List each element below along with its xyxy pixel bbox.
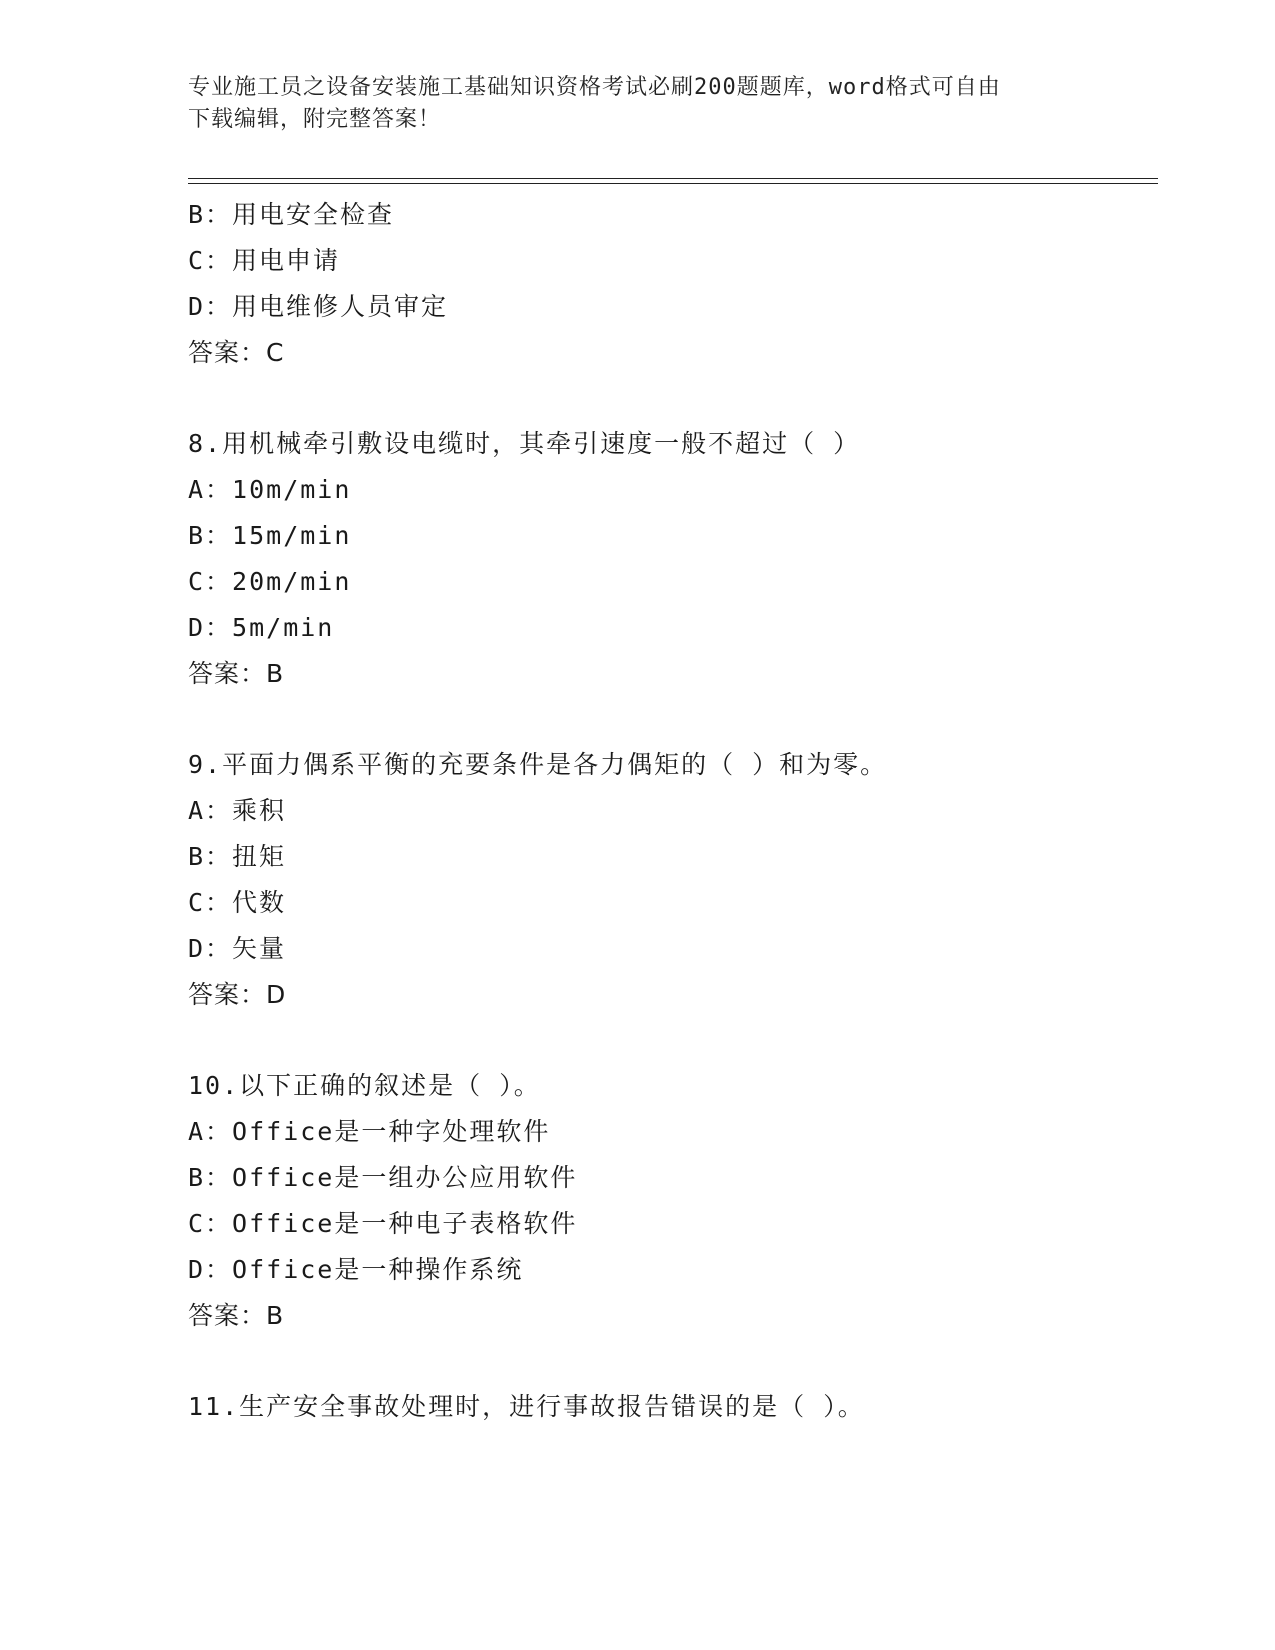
q9-option-a: A：乘积 [188, 796, 287, 825]
q11-question: 11.生产安全事故处理时，进行事故报告错误的是（ ）。 [188, 1392, 865, 1421]
q8-option-c: C：20m/min [188, 567, 352, 596]
q10-option-a: A：Office是一种字处理软件 [188, 1117, 551, 1146]
q7-answer: 答案：C [188, 338, 285, 367]
header-divider-bottom [188, 183, 1158, 184]
q10-option-b: B：Office是一组办公应用软件 [188, 1163, 578, 1192]
question-spacer [188, 1018, 1158, 1063]
question-list [188, 192, 1158, 1430]
q7-option-c: C：用电申请 [188, 246, 341, 275]
q10-option-c: C：Office是一种电子表格软件 [188, 1209, 578, 1238]
q10-option-d: D：Office是一种操作系统 [188, 1255, 524, 1284]
header-title-line-2: 下载编辑，附完整答案！ [188, 107, 442, 132]
header-divider-top [188, 178, 1158, 179]
q9-answer: 答案：D [188, 980, 287, 1009]
question-spacer [188, 697, 1158, 742]
q9-option-b: B：扭矩 [188, 842, 287, 871]
q10-answer: 答案：B [188, 1301, 285, 1330]
q8-option-b: B：15m/min [188, 521, 352, 550]
q8-option-a: A：10m/min [188, 475, 352, 504]
q7-option-b: B：用电安全检查 [188, 200, 395, 229]
q8-option-d: D：5m/min [188, 613, 335, 642]
q9-option-c: C：代数 [188, 888, 287, 917]
q9-question: 9.平面力偶系平衡的充要条件是各力偶矩的（ ）和为零。 [188, 750, 888, 779]
header-title-line-1: 专业施工员之设备安装施工基础知识资格考试必刷200题题库，word格式可自由 [188, 75, 1001, 100]
q10-question: 10.以下正确的叙述是（ ）。 [188, 1071, 541, 1100]
document-header [188, 72, 1068, 136]
question-spacer [188, 1339, 1158, 1384]
q9-option-d: D：矢量 [188, 934, 287, 963]
q8-answer: 答案：B [188, 659, 285, 688]
question-spacer [188, 376, 1158, 421]
q7-option-d: D：用电维修人员审定 [188, 292, 449, 321]
q8-question: 8.用机械牵引敷设电缆时，其牵引速度一般不超过（ ） [188, 429, 861, 458]
